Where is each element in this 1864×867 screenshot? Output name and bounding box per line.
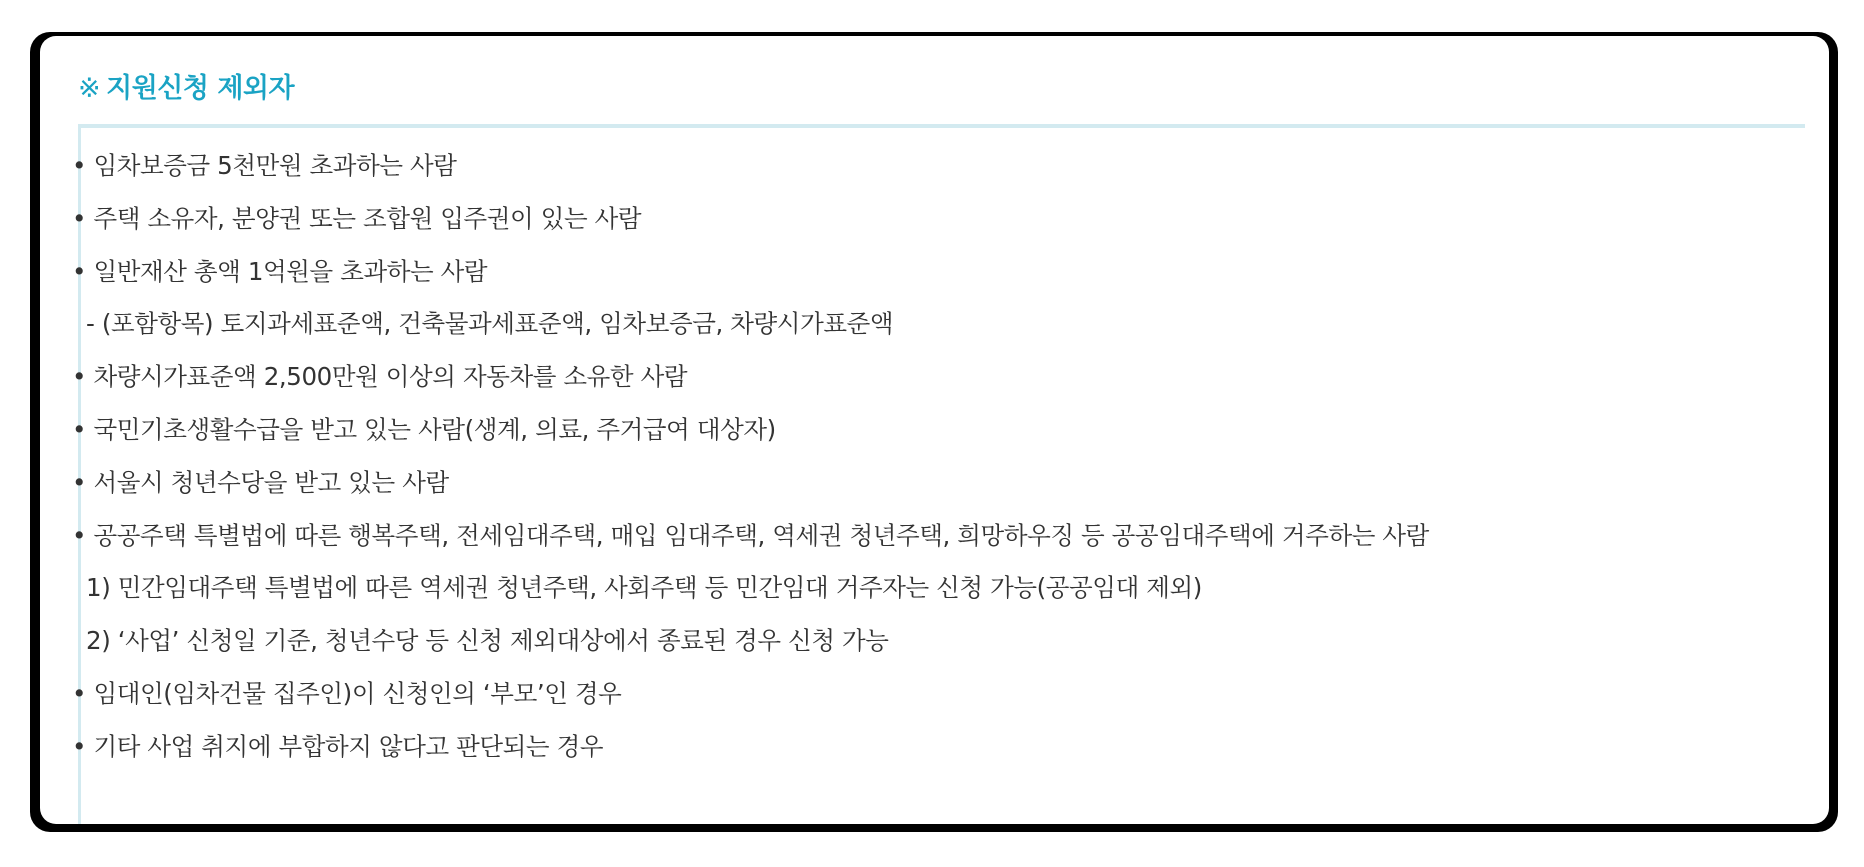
list-item: • 임대인(임차건물 집주인)이 신청인의 ‘부모’인 경우 <box>72 678 622 708</box>
section-heading <box>78 66 294 105</box>
list-item: • 차량시가표준액 2,500만원 이상의 자동차를 소유한 사람 <box>72 362 688 392</box>
list-item: • 서울시 청년수당을 받고 있는 사람 <box>72 467 449 497</box>
section-title: 지원신청 제외자 <box>106 73 295 104</box>
reference-mark-icon: ※ <box>78 73 101 104</box>
list-item: • 임차보증금 5천만원 초과하는 사람 <box>72 151 457 180</box>
list-subitem: - (포함항목) 토지과세표준액, 건축물과세표준액, 임차보증금, 차량시가표준액 <box>86 309 894 339</box>
exclusion-list <box>72 140 1429 774</box>
list-item: • 주택 소유자, 분양권 또는 조합원 입주권이 있는 사람 <box>72 203 642 233</box>
list-item: • 기타 사업 취지에 부합하지 않다고 판단되는 경우 <box>72 731 604 761</box>
list-item: • 공공주택 특별법에 따른 행복주택, 전세임대주택, 매입 임대주택, 역세권 청년주택, 희망하우징 등 공공임대주택에 거주하는 사람 <box>72 520 1429 550</box>
list-numbered-note: 1) 민간임대주택 특별법에 따른 역세권 청년주택, 사회주택 등 민간임대 거주자는 신청 가능(공공임대 제외) <box>86 573 1202 603</box>
list-item: • 일반재산 총액 1억원을 초과하는 사람 <box>72 256 488 286</box>
list-item: • 국민기초생활수급을 받고 있는 사람(생계, 의료, 주거급여 대상자) <box>72 414 776 444</box>
list-numbered-note: 2) ‘사업’ 신청일 기준, 청년수당 등 신청 제외대상에서 종료된 경우 신청 가능 <box>86 626 889 656</box>
